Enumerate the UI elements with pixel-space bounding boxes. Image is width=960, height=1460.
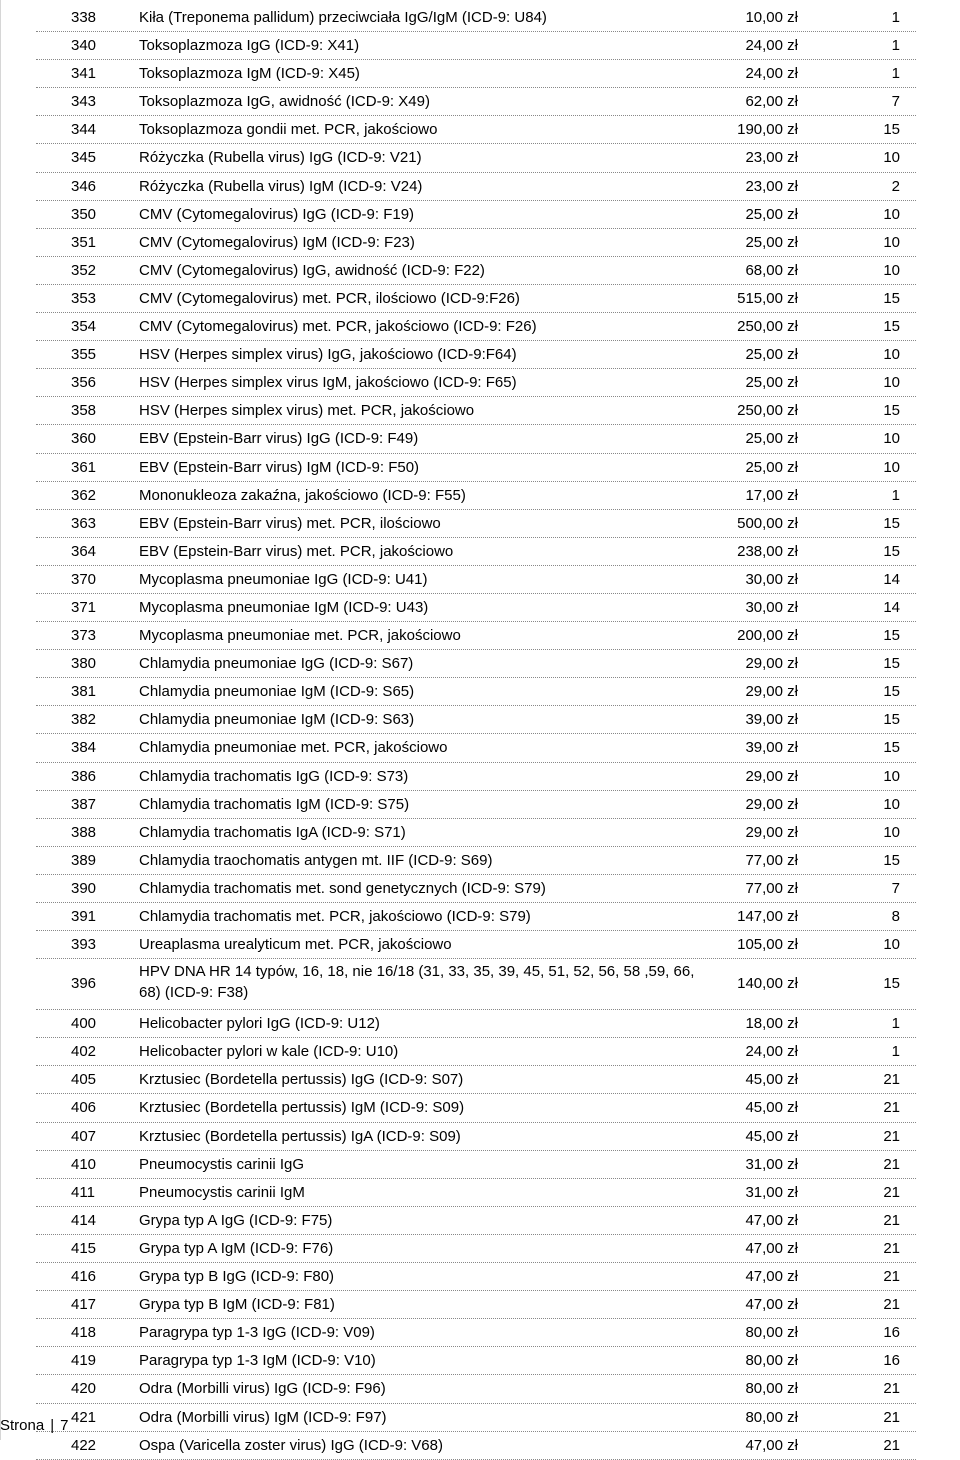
test-price: 25,00 zł <box>745 374 798 392</box>
test-price: 80,00 zł <box>745 1380 798 1398</box>
test-price: 515,00 zł <box>737 289 798 307</box>
test-price: 25,00 zł <box>745 233 798 251</box>
turnaround-days: 21 <box>883 1071 900 1089</box>
turnaround-days: 10 <box>883 430 900 448</box>
test-price: 45,00 zł <box>745 1099 798 1117</box>
turnaround-days: 15 <box>883 402 900 420</box>
test-price: 30,00 zł <box>745 570 798 588</box>
test-price: 77,00 zł <box>745 851 798 869</box>
test-code: 373 <box>71 627 97 645</box>
table-row <box>36 1066 916 1094</box>
test-price: 140,00 zł <box>737 975 798 993</box>
table-row <box>36 931 916 959</box>
table-row <box>36 959 916 1010</box>
table-row <box>36 903 916 931</box>
test-code: 390 <box>71 879 97 897</box>
footer-label: Strona <box>0 1417 45 1434</box>
test-name: CMV (Cytomegalovirus) met. PCR, jakościowo (ICD-9: F26) <box>139 318 537 336</box>
test-code: 345 <box>71 149 97 167</box>
turnaround-days: 10 <box>883 261 900 279</box>
test-code: 340 <box>71 37 97 55</box>
test-name: HPV DNA HR 14 typów, 16, 18, nie 16/18 (31, 33, 35, 39, 45, 51, 52, 56, 58 ,59, 66, 68) (ICD-9: F38) <box>139 963 695 1002</box>
test-name: Mycoplasma pneumoniae met. PCR, jakościowo <box>139 627 461 645</box>
test-name: Toksoplazmoza IgM (ICD-9: X45) <box>139 65 360 83</box>
test-code: 420 <box>71 1380 97 1398</box>
test-price: 47,00 zł <box>745 1239 798 1257</box>
turnaround-days: 15 <box>883 975 900 993</box>
test-price: 31,00 zł <box>745 1155 798 1173</box>
page-number: 7 <box>60 1417 69 1434</box>
test-name: HSV (Herpes simplex virus IgM, jakościowo (ICD-9: F65) <box>139 374 517 392</box>
test-price: 62,00 zł <box>745 93 798 111</box>
test-price: 17,00 zł <box>745 486 798 504</box>
table-row <box>36 1038 916 1066</box>
turnaround-days: 2 <box>891 177 900 195</box>
turnaround-days: 21 <box>883 1268 900 1286</box>
table-row <box>36 4 916 32</box>
turnaround-days: 10 <box>883 767 900 785</box>
test-price: 238,00 zł <box>737 542 798 560</box>
turnaround-days: 15 <box>883 318 900 336</box>
test-price: 80,00 zł <box>745 1324 798 1342</box>
page-edge-line <box>0 0 1 1440</box>
test-name: Ospa (Varicella zoster virus) IgG (ICD-9: V68) <box>139 1436 443 1454</box>
test-price: 30,00 zł <box>745 598 798 616</box>
table-row <box>36 454 916 482</box>
test-code: 416 <box>71 1268 97 1286</box>
turnaround-days: 10 <box>883 823 900 841</box>
turnaround-days: 1 <box>891 37 900 55</box>
table-row <box>36 425 916 453</box>
test-name: CMV (Cytomegalovirus) IgG, awidność (ICD-9: F22) <box>139 261 485 279</box>
test-code: 343 <box>71 93 97 111</box>
test-code: 391 <box>71 908 97 925</box>
test-price: 39,00 zł <box>745 739 798 757</box>
test-price: 47,00 zł <box>745 1268 798 1286</box>
table-row <box>36 678 916 706</box>
table-row <box>36 1263 916 1291</box>
turnaround-days: 21 <box>883 1380 900 1398</box>
turnaround-days: 16 <box>883 1324 900 1342</box>
test-name: Mycoplasma pneumoniae IgG (ICD-9: U41) <box>139 570 428 588</box>
table-row <box>36 1432 916 1460</box>
test-name: Chlamydia trachomatis IgA (ICD-9: S71) <box>139 823 406 841</box>
test-price: 80,00 zł <box>745 1408 798 1426</box>
table-row <box>36 566 916 594</box>
table-row <box>36 1404 916 1432</box>
turnaround-days: 15 <box>883 627 900 645</box>
test-code: 361 <box>71 458 97 476</box>
test-price: 29,00 zł <box>745 823 798 841</box>
test-name: CMV (Cytomegalovirus) IgG (ICD-9: F19) <box>139 205 415 223</box>
test-price: 105,00 zł <box>737 936 798 954</box>
test-name: Różyczka (Rubella virus) IgG (ICD-9: V21) <box>139 149 422 167</box>
test-name: Toksoplazmoza IgG, awidność (ICD-9: X49) <box>139 93 430 111</box>
test-code: 341 <box>71 65 97 83</box>
test-name: Różyczka (Rubella virus) IgM (ICD-9: V24) <box>139 177 423 195</box>
test-name: EBV (Epstein-Barr virus) IgG (ICD-9: F49) <box>139 430 419 448</box>
test-code: 415 <box>71 1239 97 1257</box>
table-row <box>36 482 916 510</box>
test-name: Kiła (Treponema pallidum) przeciwciała IgG/IgM (ICD-9: U84) <box>139 9 547 26</box>
test-code: 352 <box>71 261 97 279</box>
table-row <box>36 510 916 538</box>
test-name: Toksoplazmoza gondii met. PCR, jakościowo <box>139 121 438 139</box>
test-name: Chlamydia trachomatis IgM (ICD-9: S75) <box>139 795 410 813</box>
turnaround-days: 7 <box>891 879 900 897</box>
turnaround-days: 15 <box>883 542 900 560</box>
turnaround-days: 15 <box>883 683 900 701</box>
test-code: 400 <box>71 1015 97 1033</box>
test-name: Grypa typ B IgM (ICD-9: F81) <box>139 1296 335 1314</box>
test-price: 147,00 zł <box>737 908 798 925</box>
test-code: 410 <box>71 1155 97 1173</box>
table-row <box>36 1207 916 1235</box>
test-name: Chlamydia pneumoniae IgG (ICD-9: S67) <box>139 655 414 673</box>
test-price: 77,00 zł <box>745 879 798 897</box>
table-row <box>36 650 916 678</box>
test-code: 351 <box>71 233 97 251</box>
turnaround-days: 21 <box>883 1296 900 1314</box>
test-code: 402 <box>71 1043 97 1061</box>
test-code: 422 <box>71 1436 97 1454</box>
test-price: 18,00 zł <box>745 1015 798 1033</box>
turnaround-days: 21 <box>883 1155 900 1173</box>
turnaround-days: 10 <box>883 458 900 476</box>
test-name: Chlamydia pneumoniae IgM (ICD-9: S63) <box>139 711 415 729</box>
test-price: 47,00 zł <box>745 1211 798 1229</box>
test-code: 387 <box>71 795 97 813</box>
turnaround-days: 1 <box>891 1043 900 1061</box>
turnaround-days: 21 <box>883 1099 900 1117</box>
turnaround-days: 21 <box>883 1436 900 1454</box>
test-code: 417 <box>71 1296 97 1314</box>
test-price: 68,00 zł <box>745 261 798 279</box>
table-row <box>36 88 916 116</box>
table-row <box>36 369 916 397</box>
test-price: 23,00 zł <box>745 149 798 167</box>
test-code: 362 <box>71 486 97 504</box>
table-row <box>36 819 916 847</box>
test-price: 24,00 zł <box>745 37 798 55</box>
test-code: 411 <box>71 1183 95 1201</box>
test-code: 386 <box>71 767 97 785</box>
test-price: 24,00 zł <box>745 1043 798 1061</box>
test-code: 407 <box>71 1127 97 1145</box>
table-row <box>36 397 916 425</box>
test-name: Mononukleoza zakaźna, jakościowo (ICD-9: F55) <box>139 486 466 504</box>
test-price: 39,00 zł <box>745 711 798 729</box>
turnaround-days: 16 <box>883 1352 900 1370</box>
test-name: Paragrypa typ 1-3 IgG (ICD-9: V09) <box>139 1324 375 1342</box>
test-name: Pneumocystis carinii IgG <box>139 1155 305 1173</box>
test-price: 25,00 zł <box>745 458 798 476</box>
turnaround-days: 10 <box>883 346 900 364</box>
page-footer <box>0 1414 68 1438</box>
table-row <box>36 1179 916 1207</box>
table-row <box>36 622 916 650</box>
test-name: Helicobacter pylori IgG (ICD-9: U12) <box>139 1015 380 1033</box>
test-price: 25,00 zł <box>745 346 798 364</box>
test-code: 396 <box>71 975 97 993</box>
test-code: 360 <box>71 430 97 448</box>
turnaround-days: 21 <box>883 1239 900 1257</box>
test-name: Krztusiec (Bordetella pertussis) IgM (ICD-9: S09) <box>139 1099 465 1117</box>
test-name: Paragrypa typ 1-3 IgM (ICD-9: V10) <box>139 1352 376 1370</box>
turnaround-days: 14 <box>883 570 900 588</box>
test-code: 381 <box>71 683 97 701</box>
test-code: 419 <box>71 1352 97 1370</box>
test-name: Chlamydia pneumoniae met. PCR, jakościowo <box>139 739 448 757</box>
test-price: 80,00 zł <box>745 1352 798 1370</box>
turnaround-days: 10 <box>883 233 900 251</box>
turnaround-days: 21 <box>883 1211 900 1229</box>
test-name: EBV (Epstein-Barr virus) IgM (ICD-9: F50) <box>139 458 420 476</box>
test-code: 380 <box>71 655 97 673</box>
test-name: Grypa typ B IgG (ICD-9: F80) <box>139 1268 335 1286</box>
test-price: 29,00 zł <box>745 655 798 673</box>
turnaround-days: 10 <box>883 936 900 954</box>
turnaround-days: 21 <box>883 1183 900 1201</box>
test-price: 10,00 zł <box>745 9 798 26</box>
table-row <box>36 257 916 285</box>
test-price: 29,00 zł <box>745 795 798 813</box>
table-row <box>36 1375 916 1403</box>
test-price: 25,00 zł <box>745 430 798 448</box>
test-name: Toksoplazmoza IgG (ICD-9: X41) <box>139 37 360 55</box>
test-price: 250,00 zł <box>737 402 798 420</box>
test-code: 358 <box>71 402 97 420</box>
test-price: 29,00 zł <box>745 683 798 701</box>
test-price: 45,00 zł <box>745 1127 798 1145</box>
turnaround-days: 1 <box>891 1015 900 1033</box>
test-code: 406 <box>71 1099 97 1117</box>
test-price: 23,00 zł <box>745 177 798 195</box>
turnaround-days: 8 <box>891 908 900 925</box>
test-name: CMV (Cytomegalovirus) IgM (ICD-9: F23) <box>139 233 415 251</box>
turnaround-days: 21 <box>883 1408 900 1426</box>
test-code: 346 <box>71 177 97 195</box>
table-row <box>36 1347 916 1375</box>
table-row <box>36 1010 916 1038</box>
table-row <box>36 144 916 172</box>
table-row <box>36 229 916 257</box>
test-code: 370 <box>71 570 97 588</box>
turnaround-days: 15 <box>883 655 900 673</box>
test-code: 354 <box>71 318 97 336</box>
test-code: 350 <box>71 205 97 223</box>
test-name: Grypa typ A IgM (ICD-9: F76) <box>139 1239 334 1257</box>
turnaround-days: 15 <box>883 514 900 532</box>
turnaround-days: 1 <box>891 486 900 504</box>
test-code: 371 <box>71 598 97 616</box>
table-row <box>36 763 916 791</box>
test-price: 500,00 zł <box>737 514 798 532</box>
table-row <box>36 1094 916 1122</box>
test-name: EBV (Epstein-Barr virus) met. PCR, ilościowo <box>139 514 441 532</box>
test-code: 382 <box>71 711 97 729</box>
table-row <box>36 706 916 734</box>
test-price: 24,00 zł <box>745 65 798 83</box>
test-name: Chlamydia traochomatis antygen mt. IIF (ICD-9: S69) <box>139 851 493 869</box>
test-price: 47,00 zł <box>745 1436 798 1454</box>
turnaround-days: 15 <box>883 739 900 757</box>
test-code: 384 <box>71 739 97 757</box>
test-code: 418 <box>71 1324 97 1342</box>
test-price: 250,00 zł <box>737 318 798 336</box>
table-row <box>36 538 916 566</box>
test-price: 25,00 zł <box>745 205 798 223</box>
footer-separator: | <box>50 1417 55 1434</box>
table-row <box>36 313 916 341</box>
test-code: 356 <box>71 374 97 392</box>
test-code: 393 <box>71 936 97 954</box>
test-name: Krztusiec (Bordetella pertussis) IgA (ICD-9: S09) <box>139 1127 461 1145</box>
turnaround-days: 14 <box>883 598 900 616</box>
test-name: Ureaplasma urealyticum met. PCR, jakościowo <box>139 936 452 954</box>
test-name: Helicobacter pylori w kale (ICD-9: U10) <box>139 1043 399 1061</box>
turnaround-days: 15 <box>883 711 900 729</box>
turnaround-days: 10 <box>883 795 900 813</box>
turnaround-days: 15 <box>883 851 900 869</box>
test-code: 421 <box>71 1408 97 1426</box>
test-price: 200,00 zł <box>737 627 798 645</box>
test-code: 364 <box>71 542 97 560</box>
test-name: Chlamydia trachomatis met. PCR, jakościowo (ICD-9: S79) <box>139 908 531 925</box>
test-name: Odra (Morbilli virus) IgG (ICD-9: F96) <box>139 1380 386 1398</box>
test-name: Chlamydia trachomatis met. sond genetycznych (ICD-9: S79) <box>139 879 546 897</box>
table-row <box>36 1291 916 1319</box>
price-table <box>36 4 916 1460</box>
turnaround-days: 10 <box>883 205 900 223</box>
turnaround-days: 1 <box>891 9 900 26</box>
table-row <box>36 1151 916 1179</box>
test-name: Chlamydia pneumoniae IgM (ICD-9: S65) <box>139 683 415 701</box>
table-row <box>36 1235 916 1263</box>
turnaround-days: 21 <box>883 1127 900 1145</box>
table-row <box>36 791 916 819</box>
test-name: Mycoplasma pneumoniae IgM (ICD-9: U43) <box>139 598 429 616</box>
test-code: 338 <box>71 9 97 26</box>
table-row <box>36 1123 916 1151</box>
test-name: Grypa typ A IgG (ICD-9: F75) <box>139 1211 333 1229</box>
test-name: EBV (Epstein-Barr virus) met. PCR, jakościowo <box>139 542 454 560</box>
test-code: 355 <box>71 346 97 364</box>
test-code: 363 <box>71 514 97 532</box>
table-row <box>36 201 916 229</box>
test-name: HSV (Herpes simplex virus) IgG, jakościowo (ICD-9:F64) <box>139 346 517 364</box>
test-name: CMV (Cytomegalovirus) met. PCR, ilościowo (ICD-9:F26) <box>139 289 520 307</box>
test-code: 344 <box>71 121 97 139</box>
test-price: 45,00 zł <box>745 1071 798 1089</box>
table-row <box>36 734 916 762</box>
test-name: Pneumocystis carinii IgM <box>139 1183 305 1201</box>
table-row <box>36 32 916 60</box>
table-row <box>36 116 916 144</box>
test-code: 353 <box>71 289 97 307</box>
test-name: Odra (Morbilli virus) IgM (ICD-9: F97) <box>139 1408 387 1426</box>
table-row <box>36 875 916 903</box>
turnaround-days: 10 <box>883 374 900 392</box>
turnaround-days: 15 <box>883 289 900 307</box>
table-row <box>36 60 916 88</box>
table-row <box>36 285 916 313</box>
test-name: Chlamydia trachomatis IgG (ICD-9: S73) <box>139 767 409 785</box>
test-name: HSV (Herpes simplex virus) met. PCR, jakościowo <box>139 402 475 420</box>
table-row <box>36 847 916 875</box>
test-price: 29,00 zł <box>745 767 798 785</box>
test-code: 388 <box>71 823 97 841</box>
test-price: 190,00 zł <box>737 121 798 139</box>
table-row <box>36 173 916 201</box>
turnaround-days: 15 <box>883 121 900 139</box>
table-row <box>36 341 916 369</box>
test-code: 405 <box>71 1071 97 1089</box>
table-row <box>36 594 916 622</box>
test-name: Krztusiec (Bordetella pertussis) IgG (ICD-9: S07) <box>139 1071 464 1089</box>
turnaround-days: 7 <box>891 93 900 111</box>
test-price: 47,00 zł <box>745 1296 798 1314</box>
turnaround-days: 10 <box>883 149 900 167</box>
test-code: 389 <box>71 851 97 869</box>
test-price: 31,00 zł <box>745 1183 798 1201</box>
turnaround-days: 1 <box>891 65 900 83</box>
table-row <box>36 1319 916 1347</box>
test-code: 414 <box>71 1211 97 1229</box>
